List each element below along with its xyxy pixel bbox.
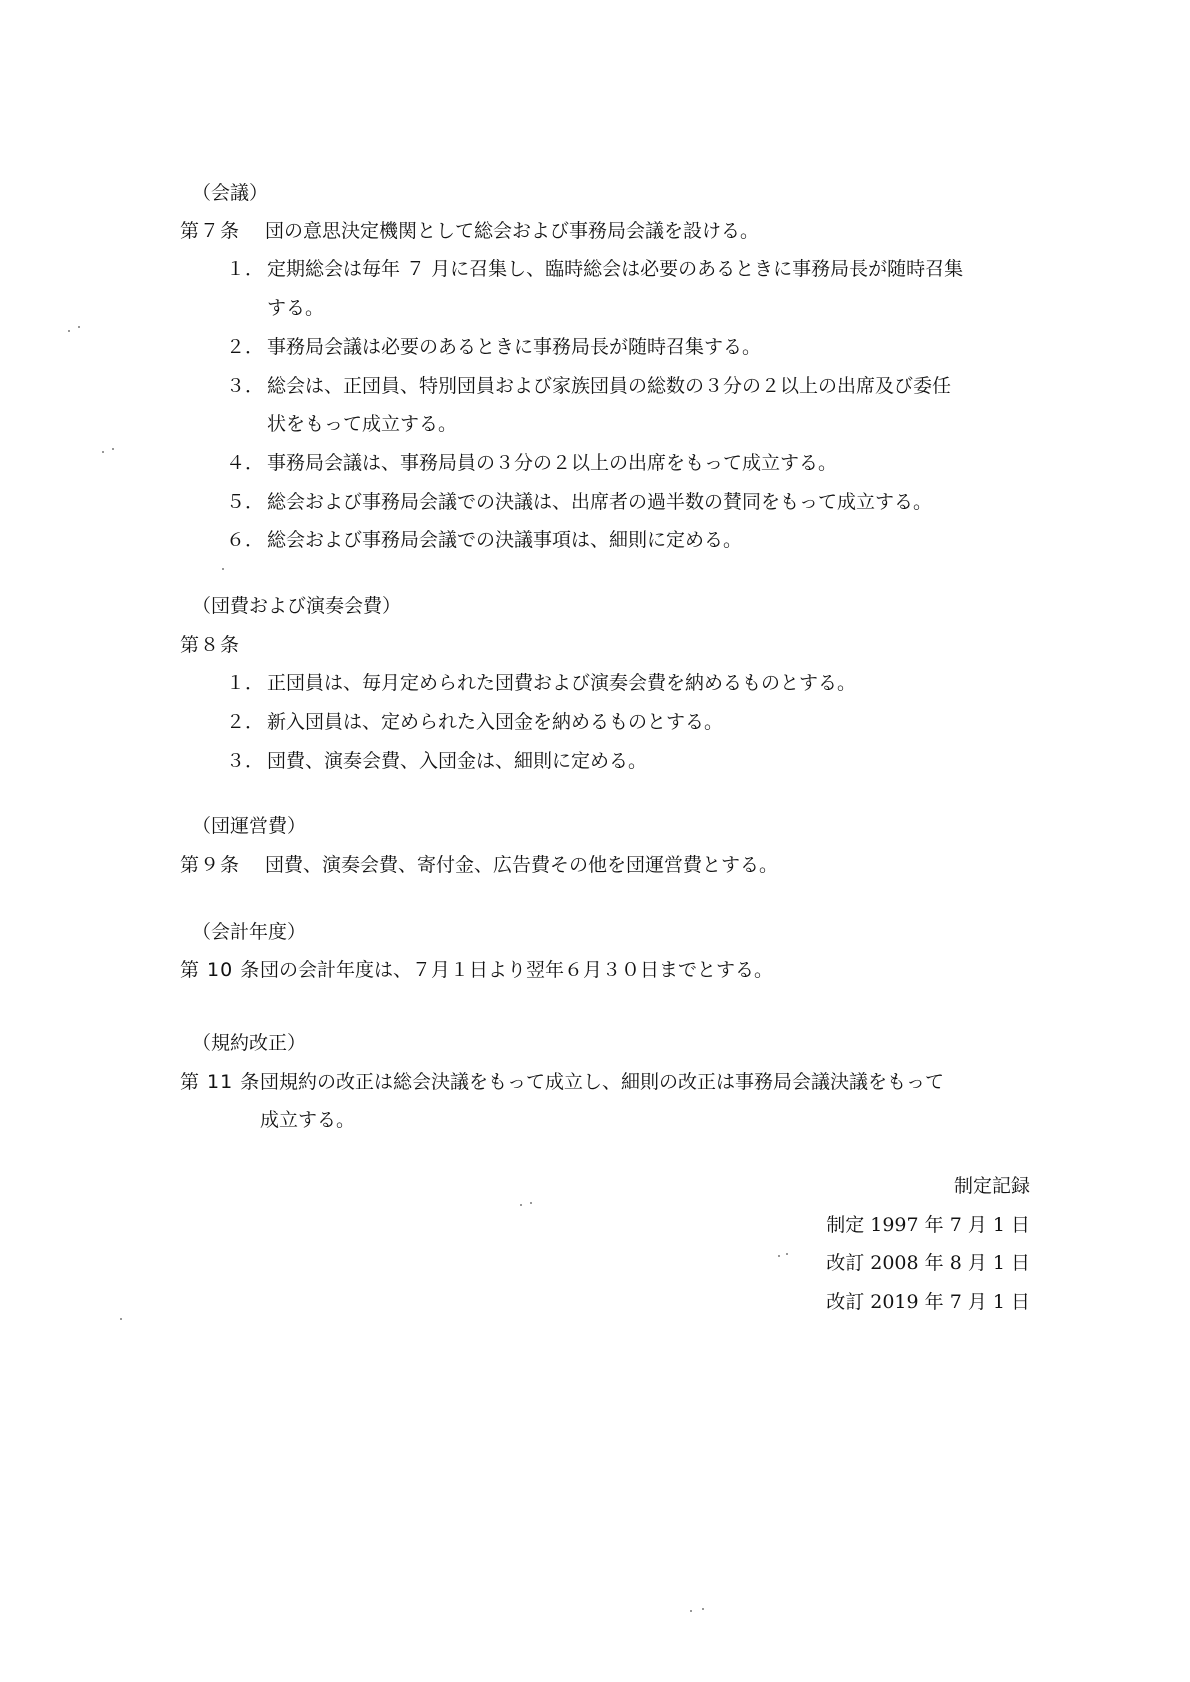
item-text: 団費、演奏会費、入団金は、細則に定める。 bbox=[267, 750, 648, 772]
item-number: １． bbox=[226, 672, 265, 694]
scan-speck bbox=[520, 1204, 522, 1206]
article-label: 第 11 条 bbox=[180, 1071, 261, 1093]
article-label: 第７条 bbox=[180, 220, 241, 242]
scan-speck bbox=[68, 330, 70, 332]
article-label: 第９条 bbox=[180, 854, 241, 876]
section-heading: （団運営費） bbox=[192, 815, 307, 837]
scan-speck bbox=[120, 1318, 122, 1320]
scan-speck bbox=[222, 568, 224, 570]
section-heading: （会計年度） bbox=[192, 921, 307, 943]
item-text: 総会および事務局会議での決議事項は、細則に定める。 bbox=[267, 529, 743, 551]
scan-speck bbox=[786, 1253, 788, 1255]
article-text: 団の意思決定機関として総会および事務局会議を設ける。 bbox=[265, 220, 760, 242]
item-number: ５． bbox=[226, 491, 265, 513]
scan-speck bbox=[102, 451, 104, 453]
item-number: １． bbox=[226, 258, 265, 280]
section-heading: （団費および演奏会費） bbox=[192, 595, 402, 617]
record-title: 制定記録 bbox=[953, 1175, 1030, 1197]
item-text: する。 bbox=[267, 297, 325, 319]
article-label: 第８条 bbox=[180, 634, 241, 656]
item-text: 事務局会議は必要のあるときに事務局長が随時召集する。 bbox=[267, 336, 762, 358]
item-text: 総会および事務局会議での決議は、出席者の過半数の賛同をもって成立する。 bbox=[267, 491, 933, 513]
item-number: ２． bbox=[226, 711, 265, 733]
record-entry-revised: 改訂 2008 年 8 月 1 日 bbox=[826, 1252, 1030, 1274]
section-heading: （規約改正） bbox=[192, 1032, 307, 1054]
item-text: 定期総会は毎年 ７ 月に召集し、臨時総会は必要のあるときに事務局長が随時召集 bbox=[267, 258, 964, 280]
article-text-continuation: 成立する。 bbox=[260, 1109, 356, 1131]
scan-speck bbox=[78, 326, 80, 328]
record-entry-revised: 改訂 2019 年 7 月 1 日 bbox=[826, 1291, 1030, 1313]
scan-speck bbox=[112, 448, 114, 450]
item-number: ２． bbox=[226, 336, 265, 358]
scan-speck bbox=[778, 1255, 780, 1257]
item-number: ３． bbox=[226, 375, 265, 397]
scan-speck bbox=[690, 1610, 692, 1612]
item-text: 新入団員は、定められた入団金を納めるものとする。 bbox=[267, 711, 724, 733]
section-heading: （会議） bbox=[192, 182, 269, 204]
article-text: 団の会計年度は、７月１日より翌年６月３０日までとする。 bbox=[260, 959, 774, 981]
item-number: ３． bbox=[226, 750, 265, 772]
article-text: 団規約の改正は総会決議をもって成立し、細則の改正は事務局会議決議をもって bbox=[260, 1071, 945, 1093]
item-text: 事務局会議は、事務局員の３分の２以上の出席をもって成立する。 bbox=[267, 452, 838, 474]
article-text: 団費、演奏会費、寄付金、広告費その他を団運営費とする。 bbox=[265, 854, 779, 876]
item-text: 状をもって成立する。 bbox=[267, 413, 458, 435]
scan-speck bbox=[702, 1608, 704, 1610]
item-text: 総会は、正団員、特別団員および家族団員の総数の３分の２以上の出席及び委任 bbox=[267, 375, 952, 397]
scan-speck bbox=[530, 1202, 532, 1204]
record-entry-enacted: 制定 1997 年 7 月 1 日 bbox=[826, 1214, 1030, 1236]
item-number: ４． bbox=[226, 452, 265, 474]
article-label: 第 10 条 bbox=[180, 959, 261, 981]
item-text: 正団員は、毎月定められた団費および演奏会費を納めるものとする。 bbox=[267, 672, 857, 694]
item-number: ６． bbox=[226, 529, 265, 551]
